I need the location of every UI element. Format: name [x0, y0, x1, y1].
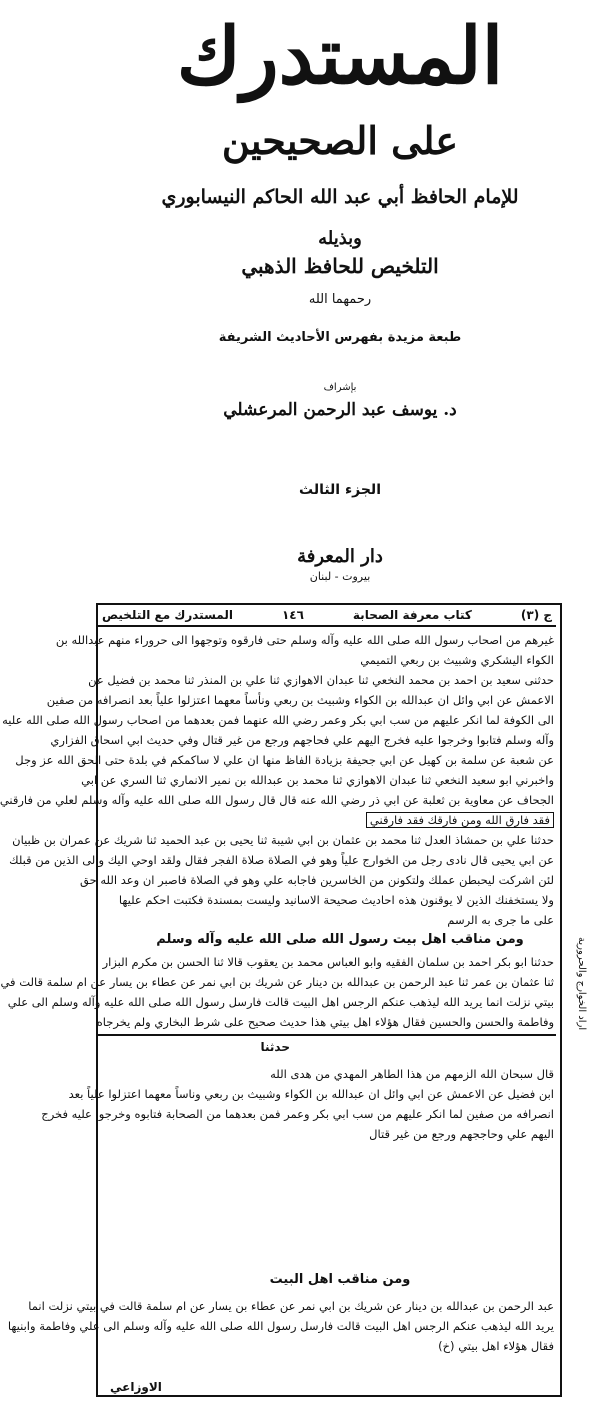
header-title: المستدرك مع التلخيص — [102, 608, 233, 622]
talkhis-separator — [98, 1034, 556, 1036]
talkhis-heading: ومن مناقب اهل البيت — [269, 1272, 411, 1287]
header-page-number: ١٤٦ — [281, 608, 304, 622]
text-line: الكواء اليشكري وشبيث بن ربعي التميمي — [360, 653, 554, 667]
text-line: لئن اشركت ليحبطن عملك ولتكونن من الخاسرين فاجابه علي وهو في الصلاة فاصبر ان وعد الله حق — [80, 873, 554, 887]
book-title: المستدرك — [176, 11, 504, 102]
editor-name: د. يوسف عبد الرحمن المرعشلي — [223, 400, 457, 420]
with-it-line: وبذيله — [318, 228, 362, 249]
boxed-hadith: فقد فارق الله ومن فارقك فقد فارقني — [366, 812, 554, 828]
text-line: حدثنا علي بن حمشاذ العدل ثنا محمد بن عثمان بن ابي شيبة ثنا يحيى بن عبد الحميد ثنا شريك عن عمران بن ظبيان — [12, 833, 554, 847]
talkhis-line: التلخيص للحافظ الذهبي — [241, 254, 439, 278]
text-line: على ما جرى به الرسم — [447, 913, 554, 927]
publisher-name: دار المعرفة — [297, 546, 383, 567]
talkhis-label: حدثنا — [260, 1040, 290, 1054]
text-line: ولا يستخفنك الذين لا يوقنون هذه احاديث صحيحة الاسانيد وليست بمسندة فكتبت احكم عليها — [118, 893, 554, 907]
text-line: وفاطمة والحسن والحسين فقال هؤلاء اهل بيتي هذا حديث صحيح على شرط البخاري ولم يخرجاه — [96, 1015, 554, 1029]
text-line: قال سبحان الله الزمهم من هذا الطاهر المهدي من هدى الله — [270, 1067, 554, 1081]
header-volume: ج (٣) — [520, 608, 552, 622]
text-line: عن شعبة عن سلمة بن كهيل عن ابي جحيفة بزيادة الفاظ منها ان علي لا ساكمكم في بلدة حتى الحق الله عز وجل — [15, 753, 554, 767]
text-line: انصرافه من صفين لما انكر عليهم من سب ابي بكر وعمر فمن بعدهما من الصحابة فتابوه وخرجوا عليه فخرج — [41, 1107, 554, 1121]
page-header — [98, 605, 556, 627]
text-line: يريد الله ليذهب عنكم الرجس اهل البيت قالت فارسل رسول الله صلى الله عليه وآله وسلم الى علي وفاطمة وابنيها — [7, 1319, 554, 1333]
text-line: اليهم علي وحاججهم ورجع من غير قتال — [369, 1127, 554, 1141]
edition-line: طبعة مزيدة بفهرس الأحاديث الشريفة — [218, 330, 462, 345]
text-line: حدثنى سعيد بن احمد بن محمد النخعي ثنا عبدان الاهوازي ثنا علي بن المنذر ثنا محمد بن فضيل عن — [88, 673, 554, 687]
text-line: وآله وسلم فتابوا وخرجوا عليه فخرج اليهم علي فحاجهم ورجع من غير قتال وفي حديث ابي اسحاق الفزاري — [50, 733, 554, 747]
talkhis-text-2 — [7, 1296, 554, 1356]
text-line: ثنا عثمان بن عمر ثنا عبد الرحمن بن عبدالله بن دينار عن شريك بن ابي نمر عن عطاء بن يسار عن ام سلمة قالت في — [0, 975, 554, 989]
page-footer: الاوزاعي — [110, 1380, 162, 1394]
text-line: حدثنا ابو بكر احمد بن سلمان الفقيه وابو العباس محمد بن يعقوب قالا ثنا الحسن بن مكرم البزار — [102, 955, 554, 969]
text-line: الى الكوفة لما انكر عليهم من سب ابي بكر وعمر رضي الله عنهما فمن بعدهما من اصحاب رسول الله صلى الله عليه — [2, 713, 554, 727]
margin-notes: اراد الخوارج والحرورية — [576, 936, 587, 1030]
text-line: عبد الرحمن بن عبدالله بن دينار عن شريك بن ابي نمر عن عطاء بن يسار عن ام سلمة قالت في بيتي نزلت انما — [28, 1299, 554, 1313]
volume-label: الجزء الثالث — [299, 482, 381, 498]
book-subtitle: على الصحيحين — [221, 118, 459, 163]
section-heading: ومن مناقب اهل بيت رسول الله صلى الله عليه وآله وسلم — [156, 932, 524, 947]
talkhis-text — [41, 1064, 554, 1144]
main-text — [0, 630, 554, 930]
supervision-label: بإشراف — [323, 382, 357, 393]
text-line: بيتي نزلت انما يريد الله ليذهب عنكم الرجس اهل البيت قالت فارسل رسول الله صلى الله عليه وآله وسلم الى علي — [7, 995, 554, 1009]
text-line: عن ابي يحيى قال نادى رجل من الخوارج علياً وهو في الصلاة صلاة الفجر فقال ولقد اوحي اليك والى الذين من قبلك — [9, 853, 554, 867]
text-line: الجحاف عن معاوية بن ثعلبة عن ابي ذر رضي الله عنه قال قال رسول الله صلى الله عليه وآله وسلم لعلي من فارقني — [0, 793, 554, 807]
publisher-city: بيروت - لبنان — [309, 570, 371, 583]
section-text — [0, 952, 554, 1032]
text-line: الاعمش عن ابي وائل ان عبدالله بن الكواء وشبيث بن ربعي ونأساً معهما اعتزلوا علياً بعد انصرافه من صفين — [46, 693, 554, 707]
header-book: كتاب معرفة الصحابة — [352, 608, 472, 622]
text-line: فقال هؤلاء اهل بيتي (خ) — [438, 1339, 554, 1353]
text-line: غيرهم من اصحاب رسول الله صلى الله عليه وآله وسلم حتى فارقوه وتوجهوا الى حروراء منهم عبدالله بن — [55, 633, 554, 647]
author-line: للإمام الحافظ أبي عبد الله الحاكم النيسابوري — [161, 186, 519, 208]
text-line: واخبرني ابو سعيد النخعي ثنا عبدان الاهوازي ثنا محمد بن عبدالله بن نمير الانماري ثنا السري عن ابي — [81, 773, 554, 787]
text-line: ابن فضيل عن الاعمش عن ابي وائل ان عبدالله بن الكواء وشبيث بن ربعي وناساً معهما اعتزلوا علياً بعد — [68, 1087, 554, 1101]
rahimahuma-line: رحمهما الله — [308, 292, 372, 307]
text-line — [102, 810, 554, 830]
